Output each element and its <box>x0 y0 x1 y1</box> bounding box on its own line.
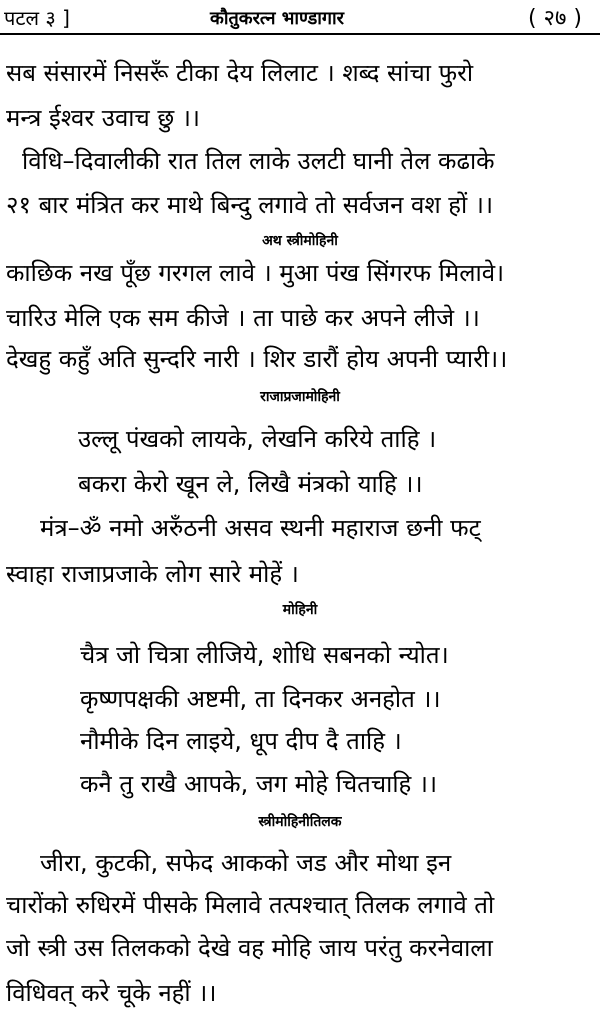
book-title: कौतुकरत्न भाण्डागार <box>210 8 345 29</box>
text-line: चारोंको रुधिरमें पीसके मिलावे तत्पश्चात् तिलक लगावे तो <box>6 891 495 919</box>
text-line: विधिवत् करे चूके नहीं ।। <box>6 979 217 1007</box>
text-line: जो स्त्री उस तिलकको देखे वह मोहि जाय परंतु करनेवाला <box>6 934 493 962</box>
text-line: मंत्र–ॐ नमो अरुँठनी असव स्थनी महाराज छनी फट् <box>40 514 481 542</box>
text-line: स्वाहा राजाप्रजाके लोग सारे मोहें । <box>6 560 299 588</box>
header-rule <box>0 33 600 35</box>
text-line: नौमीके दिन लाइये, धूप दीप दै ताहि । <box>80 727 402 755</box>
section-heading: स्त्रीमोहिनीतिलक <box>258 814 342 830</box>
chapter-marker: पटल ३ ] <box>4 6 70 30</box>
text-line: उल्लू पंखको लायके, लेखनि करिये ताहि । <box>78 425 437 453</box>
text-line: कृष्णपक्षकी अष्टमी, ता दिनकर अनहोत ।। <box>80 685 441 713</box>
text-line: कनै तु राखै आपके, जग मोहे चितचाहि ।। <box>80 770 438 798</box>
text-line: चैत्र जो चित्रा लीजिये, शोधि सबनको न्योत। <box>80 641 449 669</box>
text-line: सब संसारमें निसरूँ टीका देय लिलाट । शब्द सांचा फुरो <box>6 59 474 87</box>
text-line: मन्त्र ईश्वर उवाच छु ।। <box>6 104 201 132</box>
text-line: २१ बार मंत्रित कर माथे बिन्दु लगावे तो सर्वजन वश हों ।। <box>6 191 494 219</box>
section-heading: मोहिनी <box>282 602 318 618</box>
text-line: काछिक नख पूँछ गरगल लावे । मुआ पंख सिंगरफ मिलावे। <box>6 259 505 287</box>
text-line: जीरा, कुटकी, सफेद आकको जड और मोथा इन <box>40 849 452 877</box>
text-line: विधि–दिवालीकी रात तिल लाके उलटी घानी तेल कढाके <box>22 147 495 175</box>
page-number: ( २७ ) <box>527 6 582 31</box>
text-line: चारिउ मेलि एक सम कीजे । ता पाछे कर अपने लीजे ।। <box>6 304 480 332</box>
section-heading: राजाप्रजामोहिनी <box>260 389 340 405</box>
text-line: बकरा केरो खून ले, लिखै मंत्रको याहि ।। <box>78 470 423 498</box>
text-line: देखहु कहुँ अति सुन्दरि नारी । शिर डारौं होय अपनी प्यारी।। <box>6 345 508 373</box>
section-heading: अथ स्त्रीमोहिनी <box>262 233 338 249</box>
page-header <box>0 0 600 34</box>
